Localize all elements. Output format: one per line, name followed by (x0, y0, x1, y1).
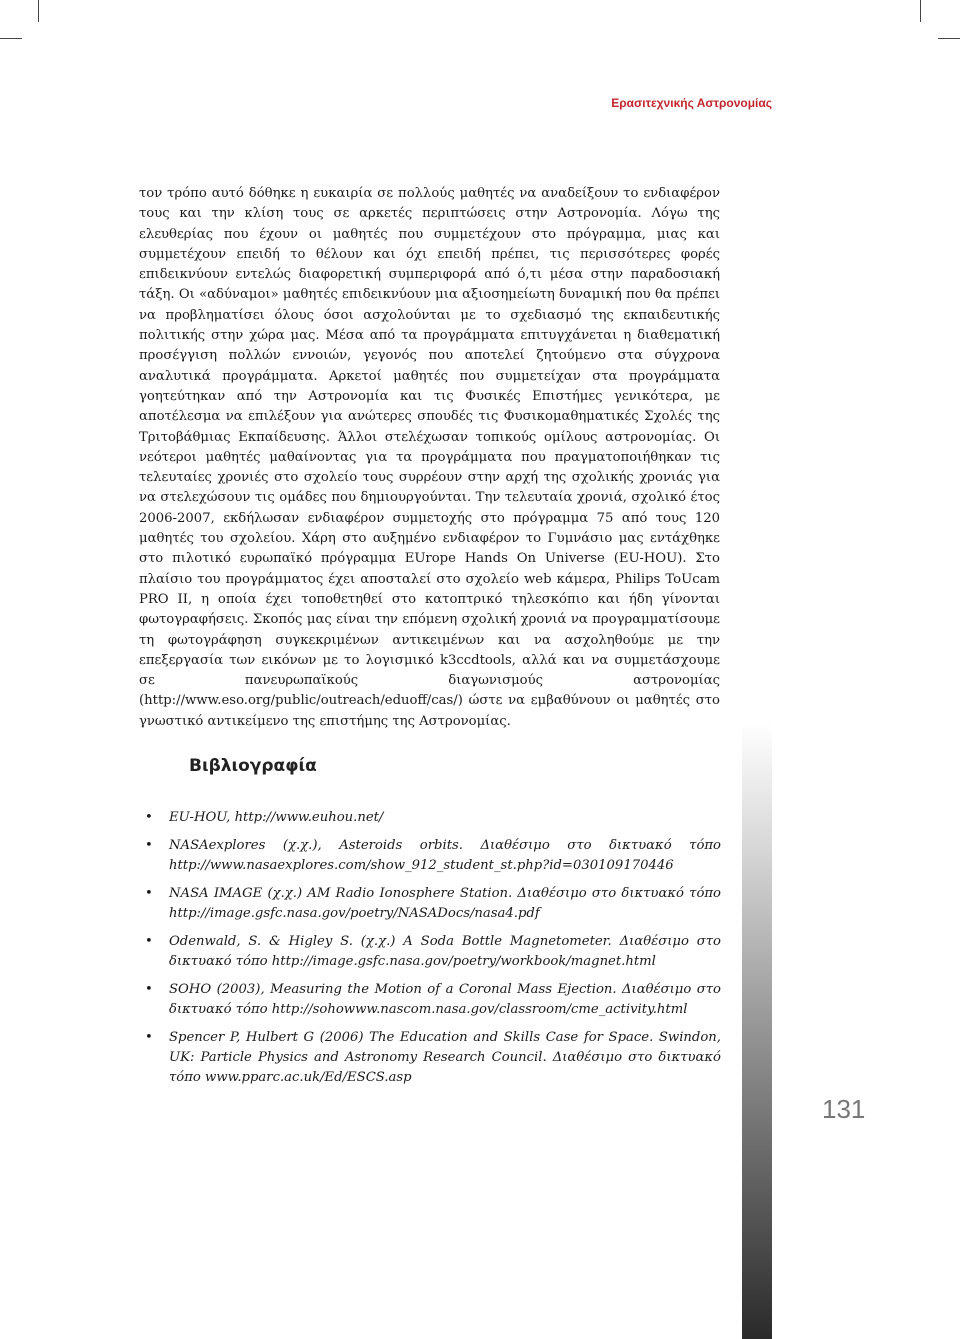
bibliography-item-text: SOHO (2003), Measuring the Motion of a Coronal Mass Ejection. Διαθέσιμο στο δικτυακό τόπο http://sohowww.nascom.nasa.gov/classroom/cme_activity.html (169, 982, 721, 1017)
body-text (139, 184, 720, 732)
bibliography-item (140, 980, 721, 1020)
running-header: Ερασιτεχνικής Αστρονομίας (611, 96, 772, 110)
bullet-icon: • (145, 810, 153, 825)
crop-mark-left-top (0, 38, 22, 39)
bibliography-item-text: Spencer P, Hulbert G (2006) The Education and Skills Case for Space. Swindon, UK: Particle Physics and Astronomy Research Council. Διαθέσιμο στο δικτυακό τόπο www.pparc.ac.uk/Ed/ESCS.asp (169, 1030, 721, 1085)
crop-mark-top-left (38, 0, 39, 22)
decorative-gradient-bar (742, 722, 772, 1339)
bibliography-item-text: NASA IMAGE (χ.χ.) AM Radio Ionosphere Station. Διαθέσιμο στο δικτυακό τόπο http://image.gsfc.nasa.gov/poetry/NASADocs/nasa4.pdf (169, 886, 721, 921)
bullet-icon: • (145, 1030, 153, 1045)
bibliography-item (140, 808, 721, 828)
bullet-icon: • (145, 982, 153, 997)
bibliography-item-text: EU-HOU, http://www.euhou.net/ (169, 810, 384, 825)
page-number: 131 (822, 1094, 866, 1124)
crop-mark-top-right (920, 0, 921, 22)
bibliography-item (140, 836, 721, 876)
bullet-icon: • (145, 934, 153, 949)
bibliography-list (140, 808, 721, 1096)
bibliography-item (140, 932, 721, 972)
bibliography-item (140, 1028, 721, 1088)
bibliography-item (140, 884, 721, 924)
bibliography-item-text: NASAexplores (χ.χ.), Asteroids orbits. Διαθέσιμο στο δικτυακό τόπο http://www.nasaexplores.com/show_912_student_st.php?id=030109170446 (169, 838, 721, 873)
crop-mark-right-top (938, 38, 960, 39)
bullet-icon: • (145, 838, 153, 853)
body-paragraph: τον τρόπο αυτό δόθηκε η ευκαιρία σε πολλούς μαθητές να αναδείξουν το ενδιαφέρον τους και την κλίση τους σε αρκετές περιπτώσεις στην Αστρονομία. Λόγω της ελευθερίας που έχουν οι μαθητές που συμμετέχουν στο πρόγραμμα, μιας και συμμετέχουν επειδή το θέλουν και όχι επειδή πρέπει, τις περισσότερες φορές επιδεικνύουν εντελώς διαφορετική συμπεριφορά από ό,τι μέσα στην παραδοσιακή τάξη. Οι «αδύναμοι» μαθητές επιδεικνύουν μια αξιοσημείωτη δυναμική που θα πρέπει να προβληματίσει όλους όσοι ασχολούνται με το σχεδιασμό της εκπαιδευτικής πολιτικής στην χώρα μας. Μέσα από τα προγράμματα επιτυγχάνεται η διαθεματική προσέγγιση πολλών εννοιών, γεγονός που αποτελεί ζητούμενο στα σύγχρονα αναλυτικά προγράμματα. Αρκετοί μαθητές που συμμετείχαν στα προγράμματα γοητεύτηκαν από την Αστρονομία και τις Φυσικές Επιστήμες γενικότερα, με αποτέλεσμα να επιλέξουν για ανώτερες σπουδές τις Φυσικομαθηματικές Σχολές της Τριτοβάθμιας Εκπαίδευσης. Άλλοι στελέχωσαν τοπικούς ομίλους αστρονομίας. Οι νεότεροι μαθητές μαθαίνοντας για τα προγράμματα που πραγματοποιήθηκαν τις τελευταίες χρονιές στο σχολείο τους συρρέουν στην αρχή της σχολικής χρονιάς για να στελεχώσουν τις ομάδες που δημιουργούνται. Την τελευταία χρονιά, σχολικό έτος 2006-2007, εκδήλωσαν ενδιαφέρον συμμετοχής στο πρόγραμμα 75 από τους 120 μαθητές του σχολείου. Χάρη στο αυξημένο ενδιαφέρον το Γυμνάσιο μας εντάχθηκε στο πιλοτικό ευρωπαϊκό πρόγραμμα EUrope Hands On Universe (EU-HOU). Στο πλαίσιο του προγράμματος έχει αποσταλεί στο σχολείο web κάμερα, Philips ToUcam PRO II, η οποία έχει τοποθετηθεί στο κατοπτρικό τηλεσκόπιο και ήδη γίνονται φωτογραφήσεις. Σκοπός μας είναι την επόμενη σχολική χρονιά να προγραμματίσουμε τη φωτογράφηση συγκεκριμένων αντικειμένων και να ασχοληθούμε με την επεξεργασία των εικόνων με το λογισμικό k3ccdtools, αλλά και να συμμετάσχουμε σε πανευρωπαϊκούς διαγωνισμούς αστρονομίας (http://www.eso.org/public/outreach/eduoff/cas/) ώστε να εμβαθύνουν οι μαθητές στο γνωστικό αντικείμενο της επιστήμης της Αστρονομίας. (139, 186, 720, 729)
bibliography-item-text: Odenwald, S. & Higley S. (χ.χ.) A Soda Bottle Magnetometer. Διαθέσιμο στο δικτυακό τόπο http://image.gsfc.nasa.gov/poetry/workbook/magnet.html (169, 934, 721, 969)
bibliography-title: Βιβλιογραφία (189, 756, 317, 776)
bullet-icon: • (145, 886, 153, 901)
